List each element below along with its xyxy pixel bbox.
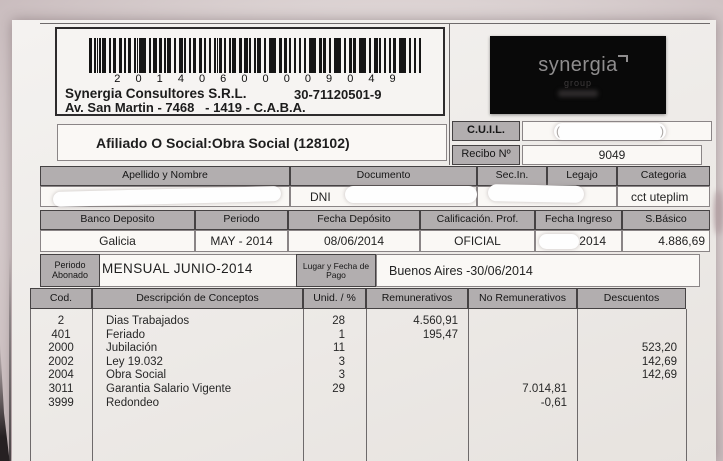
concept-row [30,397,686,409]
concept-descripcion: Jubilación [106,342,158,355]
header-unid-pct: Unid. / % [303,288,366,309]
lugar-fecha-pago-value: Buenos Aires -30/06/2014 [376,254,700,287]
concept-no-remunerativos [468,315,577,327]
header-periodo: Periodo [195,210,288,230]
concept-unid: 3 [338,355,345,368]
concept-cod: 2002 [48,355,74,368]
calificacion-value: OFICIAL [420,230,535,252]
concept-unid [303,397,366,409]
concept-cod: 2000 [48,342,74,355]
logo-subtext: group [563,77,593,88]
header-sec-in: Sec.In. [477,166,547,186]
section-divider [449,23,450,165]
fecha-deposito-value: 08/06/2014 [288,230,420,252]
lugar-fecha-pago-label: Lugar y Fecha de Pago [296,254,376,287]
concept-descripcion: Obra Social [106,369,167,382]
categoria-value: cct uteplim [617,186,710,207]
logo-text: synergia [538,53,618,76]
barcode-box [55,27,445,116]
header-apellido-y-nombre: Apellido y Nombre [40,166,290,186]
table-grid-line [686,309,687,461]
concept-descripcion: Ley 19.032 [106,355,163,368]
concept-remunerativos: 4.560,91 [413,315,458,327]
fecha-ingreso-value [535,230,622,252]
concept-remunerativos [366,342,468,354]
header-descuentos: Descuentos [577,288,686,309]
concept-row [30,369,686,381]
header-categoria: Categoria [617,166,710,186]
cuil-value-box [522,121,712,141]
concept-unid: 11 [333,342,345,355]
concept-descuentos: 142,69 [641,369,677,382]
concept-descuentos [577,315,686,327]
concept-cod: 2 [57,315,65,327]
concept-no-remunerativos [468,329,577,341]
header-documento: Documento [290,166,477,186]
company-name: Synergia Consultores S.R.L. [65,86,247,101]
concept-row [30,356,686,368]
barcode [89,38,421,73]
header-descripcion-conceptos: Descripción de Conceptos [92,288,303,309]
concept-descripcion: Dias Trabajados [106,315,190,327]
recibo-number: 9049 [522,145,702,165]
concept-no-remunerativos: -0,61 [540,396,567,409]
whiteout-patch [554,123,666,140]
concept-remunerativos [366,397,468,409]
afiliado-obra-social: Afiliado O Social:Obra Social (128102) [57,124,447,161]
concept-descuentos [577,397,686,409]
concept-cod: 2004 [48,369,74,382]
header-banco-deposito: Banco Deposito [40,210,195,230]
concept-row [30,329,686,341]
concept-no-remunerativos [468,356,577,368]
concept-descripcion: Redondeo [106,396,160,409]
concept-no-remunerativos: 7.014,81 [522,383,567,395]
concept-row [30,315,686,327]
whiteout-patch [488,184,584,203]
whiteout-patch [539,234,579,249]
apellido-value-box [40,186,290,207]
periodo-value: MAY - 2014 [195,230,288,252]
header-cod: Cod. [30,288,92,309]
whiteout-patch [53,186,281,207]
concept-descripcion: Feriado [106,328,145,341]
concept-descripcion: Garantia Salario Vigente [106,383,232,395]
concept-descuentos [577,383,686,395]
recibo-label: Recibo Nº [452,145,520,165]
barcode-digits: 2 0 1 4 0 6 0 0 0 0 9 0 4 9 [114,73,396,85]
whiteout-patch [345,186,477,203]
company-logo [490,36,666,114]
concept-descuentos: 523,20 [641,342,677,355]
company-tax-id: 30-71120501-9 [294,87,382,102]
concept-remunerativos [366,356,468,368]
concept-cod: 401 [51,328,71,341]
concept-cod: 3999 [48,396,74,409]
legajo-value-box [477,186,617,207]
banco-value: Galicia [40,230,195,252]
concept-no-remunerativos [468,342,577,354]
header-legajo: Legajo [547,166,617,186]
concept-no-remunerativos [468,369,577,381]
header-calificacion-prof: Calificación. Prof. [420,210,535,230]
cuil-label: C.U.I.L. [452,121,520,141]
paper-edge-shadow [9,255,11,461]
header-remunerativos: Remunerativos [366,288,468,309]
logo-tagline-illegible [558,90,598,97]
concept-unid: 28 [332,315,345,327]
concept-descuentos: 142,69 [641,355,677,368]
concept-descuentos [577,329,686,341]
concept-remunerativos: 195,47 [422,328,458,341]
periodo-abonado-value: MENSUAL JUNIO-2014 [102,261,253,276]
concept-row [30,383,686,395]
header-fecha-deposito: Fecha Depósito [288,210,420,230]
s-basico-value: 4.886,69 [622,230,710,252]
concept-unid: 3 [338,369,345,382]
top-rule [40,23,710,24]
concept-remunerativos [366,369,468,381]
concept-remunerativos [366,383,468,395]
concept-unid: 29 [332,383,345,395]
header-s-basico: S.Básico [622,210,710,230]
header-no-remunerativos: No Remunerativos [468,288,577,309]
concept-row [30,342,686,354]
company-address: Av. San Martin - 7468 - 1419 - C.A.B.A. [65,100,306,115]
documento-tipo-value: DNI [290,186,477,207]
photo-smudge [714,190,723,235]
concept-cod: 3011 [48,383,74,395]
periodo-abonado-label: Periodo Abonado [40,254,100,287]
fecha-ingreso-visible: 2014 [579,234,606,248]
concept-unid: 1 [338,328,345,341]
header-fecha-ingreso: Fecha Ingreso [535,210,622,230]
